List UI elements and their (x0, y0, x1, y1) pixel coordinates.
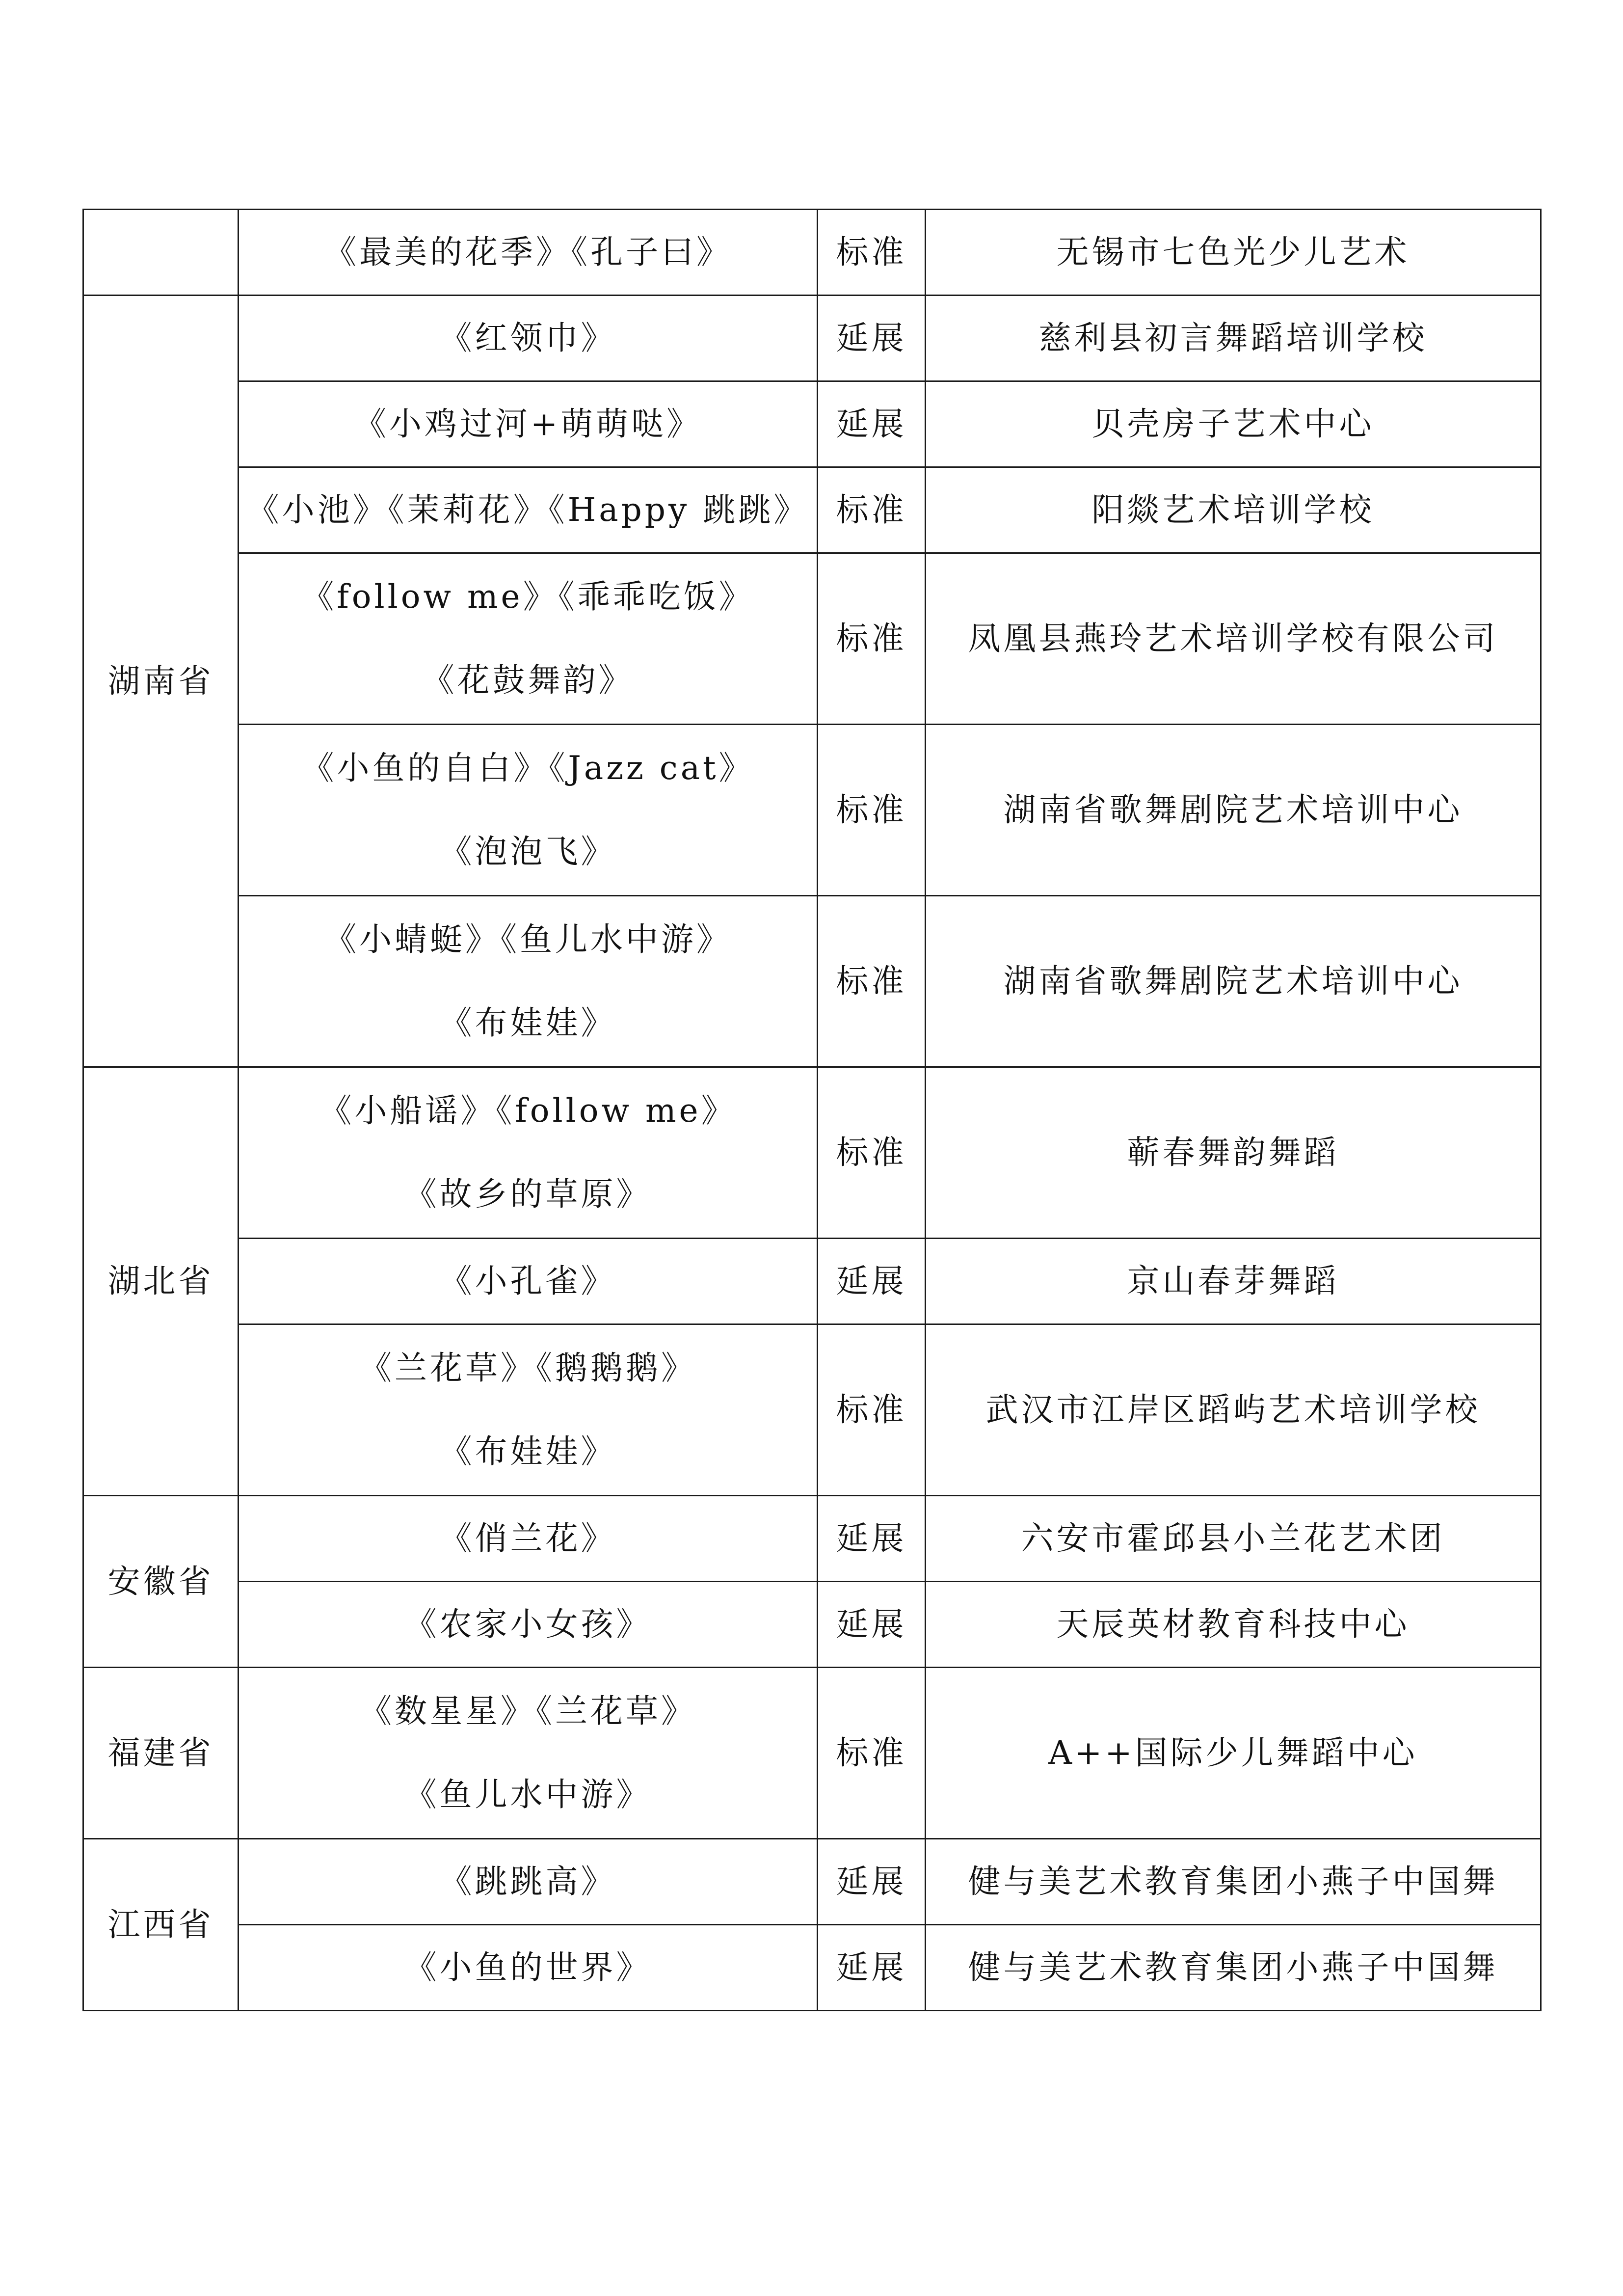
table-row (83, 1496, 1541, 1582)
works-cell (239, 381, 818, 467)
work-title: 《故乡的草原》 (404, 1175, 652, 1213)
work-title: 《跳跳高》 (439, 1863, 616, 1900)
org-cell: 凤凰县燕玲艺术培训学校有限公司 (926, 553, 1541, 725)
work-title: 《follow me》《乖乖吃饭》 (301, 578, 754, 616)
work-title: 《小孔雀》 (439, 1262, 616, 1300)
works-cell (239, 896, 818, 1067)
type-cell: 延展 (818, 381, 926, 467)
works-cell (239, 1239, 818, 1324)
work-title: 《小鱼的自白》《Jazz cat》 (301, 749, 754, 787)
type-cell: 标准 (818, 467, 926, 553)
works-cell (239, 1668, 818, 1839)
type-cell: 延展 (818, 1496, 926, 1582)
org-cell: 健与美艺术教育集团小燕子中国舞 (926, 1925, 1541, 2011)
province-cell: 安徽省 (83, 1496, 239, 1668)
type-cell: 延展 (818, 1582, 926, 1668)
province-cell: 湖北省 (83, 1067, 239, 1496)
org-cell: 健与美艺术教育集团小燕子中国舞 (926, 1839, 1541, 1925)
works-cell (239, 1067, 818, 1239)
works-cell (239, 296, 818, 381)
work-title: 《红领巾》 (439, 319, 616, 357)
table-row (83, 1839, 1541, 1925)
org-cell: 湖南省歌舞剧院艺术培训中心 (926, 725, 1541, 896)
type-cell: 标准 (818, 1067, 926, 1239)
work-title: 《花鼓舞韵》 (422, 661, 634, 699)
works-cell (239, 1496, 818, 1582)
table-row (83, 725, 1541, 896)
type-cell: 标准 (818, 210, 926, 296)
table-row (83, 1582, 1541, 1668)
org-cell: 慈利县初言舞蹈培训学校 (926, 296, 1541, 381)
table-row (83, 296, 1541, 381)
work-title: 《兰花草》《鹅鹅鹅》 (359, 1349, 696, 1387)
work-title: 《数星星》《兰花草》 (359, 1692, 696, 1730)
type-cell: 标准 (818, 725, 926, 896)
org-cell: 阳燚艺术培训学校 (926, 467, 1541, 553)
org-cell: 天辰英材教育科技中心 (926, 1582, 1541, 1668)
work-title: 《小鸡过河+萌萌哒》 (353, 405, 702, 443)
work-title: 《最美的花季》《孔子曰》 (324, 233, 732, 271)
table-row (83, 1324, 1541, 1496)
works-cell (239, 1324, 818, 1496)
work-title: 《农家小女孩》 (404, 1605, 652, 1643)
table-row (83, 1239, 1541, 1324)
org-cell: 贝壳房子艺术中心 (926, 381, 1541, 467)
registration-table (82, 209, 1542, 2011)
province-cell: 湖南省 (83, 296, 239, 1067)
table-row (83, 467, 1541, 553)
org-cell: 武汉市江岸区蹈屿艺术培训学校 (926, 1324, 1541, 1496)
org-cell: 六安市霍邱县小兰花艺术团 (926, 1496, 1541, 1582)
works-cell (239, 553, 818, 725)
table-row (83, 210, 1541, 296)
province-cell: 江西省 (83, 1839, 239, 2011)
work-title: 《小鱼的世界》 (404, 1948, 652, 1986)
table-row (83, 1668, 1541, 1839)
work-title: 《布娃娃》 (439, 1432, 616, 1470)
type-cell: 标准 (818, 1324, 926, 1496)
table-row (83, 381, 1541, 467)
province-cell: 福建省 (83, 1668, 239, 1839)
works-cell (239, 1925, 818, 2011)
work-title: 《布娃娃》 (439, 1004, 616, 1042)
org-cell: 湖南省歌舞剧院艺术培训中心 (926, 896, 1541, 1067)
table-row (83, 1067, 1541, 1239)
work-title: 《小船谣》《follow me》 (319, 1092, 737, 1130)
type-cell: 标准 (818, 553, 926, 725)
type-cell: 标准 (818, 896, 926, 1067)
work-title: 《小池》《茉莉花》《Happy 跳跳》 (246, 491, 809, 529)
works-cell (239, 210, 818, 296)
type-cell: 延展 (818, 1239, 926, 1324)
type-cell: 延展 (818, 296, 926, 381)
work-title: 《泡泡飞》 (439, 833, 616, 870)
works-cell (239, 467, 818, 553)
org-cell: A++国际少儿舞蹈中心 (926, 1668, 1541, 1839)
work-title: 《小蜻蜓》《鱼儿水中游》 (324, 920, 732, 958)
table-row (83, 896, 1541, 1067)
works-cell (239, 725, 818, 896)
table-row (83, 553, 1541, 725)
works-cell (239, 1839, 818, 1925)
org-cell: 蕲春舞韵舞蹈 (926, 1067, 1541, 1239)
work-title: 《鱼儿水中游》 (404, 1776, 652, 1813)
type-cell: 标准 (818, 1668, 926, 1839)
type-cell: 延展 (818, 1839, 926, 1925)
works-cell (239, 1582, 818, 1668)
org-cell: 京山春芽舞蹈 (926, 1239, 1541, 1324)
work-title: 《俏兰花》 (439, 1519, 616, 1557)
type-cell: 延展 (818, 1925, 926, 2011)
province-cell (83, 210, 239, 296)
org-cell: 无锡市七色光少儿艺术 (926, 210, 1541, 296)
table-row (83, 1925, 1541, 2011)
